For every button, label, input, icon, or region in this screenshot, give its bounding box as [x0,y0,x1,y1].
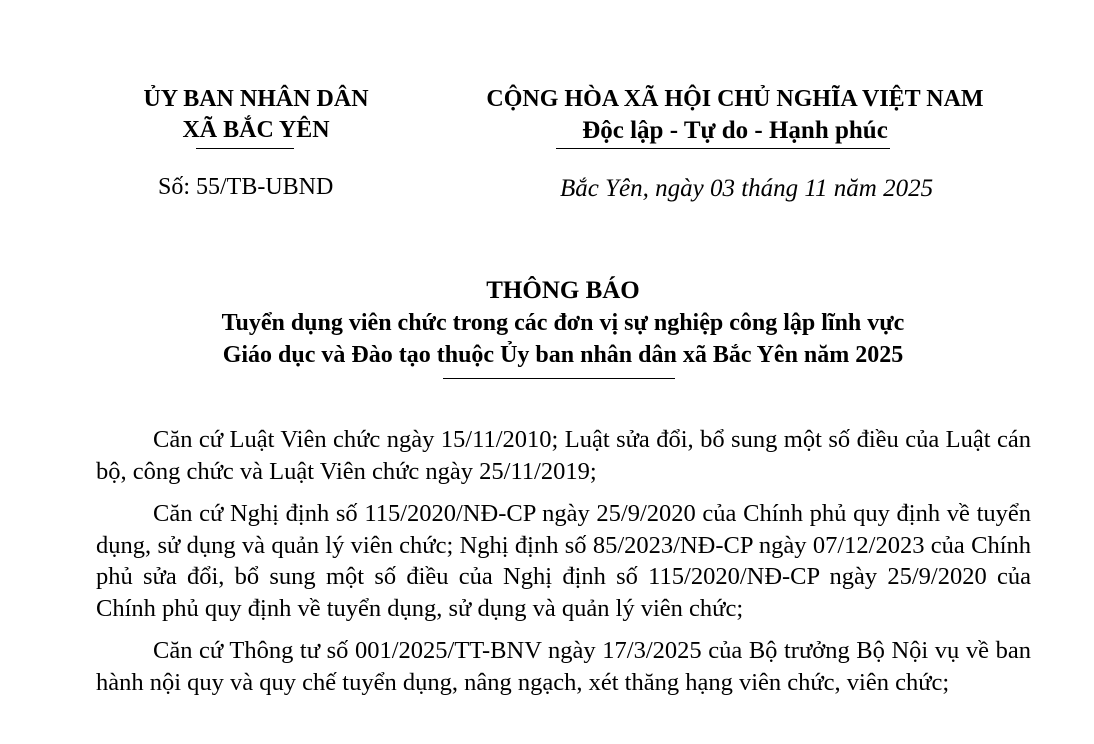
issuing-agency-block [100,84,412,146]
national-motto: Độc lập - Tự do - Hạnh phúc [582,117,888,144]
document-type: THÔNG BÁO [486,277,640,304]
issuing-agency-line2: XÃ BẮC YÊN [182,117,330,143]
document-title-block [80,275,1046,371]
issuing-agency-line1: ỦY BAN NHÂN DÂN [143,86,369,112]
legal-basis-paragraph: Căn cứ Luật Viên chức ngày 15/11/2010; Luật sửa đổi, bổ sung một số điều của Luật cán bộ, công chức và Luật Viên chức ngày 25/11/2019; [96,426,1031,485]
document-subject-line2: Giáo dục và Đào tạo thuộc Ủy ban nhân dân xã Bắc Yên năm 2025 [222,342,904,368]
document-number: Số: 55/TB-UBND [158,174,334,200]
nation-name: CỘNG HÒA XÃ HỘI CHỦ NGHĨA VIỆT NAM [486,86,984,112]
document-body [96,424,1031,709]
legal-basis-paragraph: Căn cứ Thông tư số 001/2025/TT-BNV ngày 17/3/2025 của Bộ trưởng Bộ Nội vụ về ban hành nội quy và quy chế tuyển dụng, nâng ngạch, xét thăng hạng viên chức, viên chức; [96,637,1031,696]
legal-basis-paragraph: Căn cứ Nghị định số 115/2020/NĐ-CP ngày 25/9/2020 của Chính phủ quy định về tuyển dụng, sử dụng và quản lý viên chức; Nghị định số 85/2023/NĐ-CP ngày 07/12/2023 của Chính phủ sửa đổi, bổ sung một số điều của Nghị định số 115/2020/NĐ-CP ngày 25/9/2020 của Chính phủ quy định về tuyển dụng, sử dụng và quản lý viên chức; [96,500,1031,622]
title-underline [443,378,675,379]
national-motto-block [430,84,1040,146]
motto-underline [556,148,890,149]
agency-underline [196,148,294,149]
place-and-date: Bắc Yên, ngày 03 tháng 11 năm 2025 [560,175,934,202]
document-subject-line1: Tuyển dụng viên chức trong các đơn vị sự nghiệp công lập lĩnh vực [221,310,905,336]
